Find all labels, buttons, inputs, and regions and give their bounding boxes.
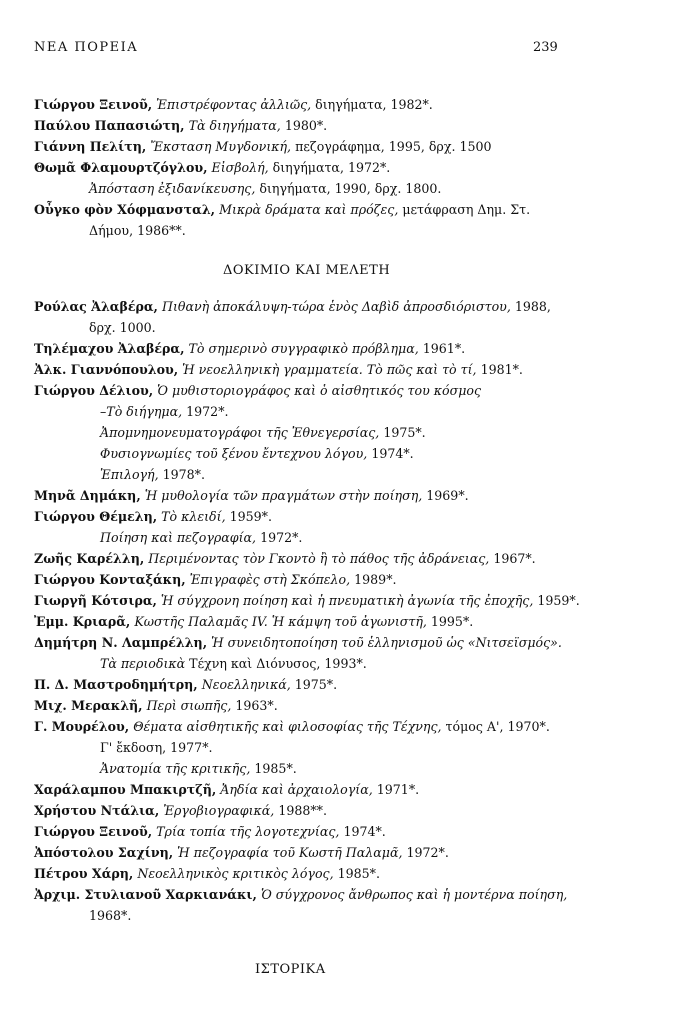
running-header-title: ΝΕΑ ΠΟΡΕΙΑ bbox=[34, 40, 139, 55]
list-item: Ρούλας Ἀλαβέρα, Πιθανὴ ἀποκάλυψη-τώρα ἑνὸς Δαβὶδ ἀπροσδιόριστου, 1988, bbox=[34, 299, 551, 314]
list-item: Χρήστου Ντάλια, Ἐργοβιογραφικά, 1988**. bbox=[34, 803, 327, 818]
list-item: Μιχ. Μερακλῆ, Περὶ σιωπῆς, 1963*. bbox=[34, 698, 278, 713]
section-heading-essays: ΔΟΚΙΜΙΟ ΚΑΙ ΜΕΛΕΤΗ bbox=[223, 263, 391, 278]
section-heading-history: ΙΣΤΟΡΙΚΑ bbox=[255, 962, 326, 977]
list-item: Ποίηση καὶ πεζογραφία, 1972*. bbox=[100, 530, 303, 545]
list-item: Γ' ἔκδοση, 1977*. bbox=[100, 740, 213, 755]
list-item: Γιώργου Ξεινοῦ, Τρία τοπία τῆς λογοτεχνίας, 1974*. bbox=[34, 824, 386, 839]
page-number: 239 bbox=[533, 40, 558, 55]
list-item: Ἀπομνημονευματογράφοι τῆς Ἐθνεγερσίας, 1975*. bbox=[100, 425, 426, 440]
list-item: Παύλου Παπασιώτη, Τὰ διηγήματα, 1980*. bbox=[34, 118, 328, 133]
list-item: 1968*. bbox=[89, 908, 132, 923]
list-item: Π. Δ. Μαστροδημήτρη, Νεοελληνικά, 1975*. bbox=[34, 677, 338, 692]
list-item: Δημήτρη Ν. Λαμπρέλλη, Ἡ συνειδητοποίηση τοῦ ἑλληνισμοῦ ὡς «Νιτσεϊσμός». bbox=[34, 635, 562, 650]
list-item: Ἀνατομία τῆς κριτικῆς, 1985*. bbox=[100, 761, 297, 776]
list-item: Μηνᾶ Δημάκη, Ἡ μυθολογία τῶν πραγμάτων στὴν ποίηση, 1969*. bbox=[34, 488, 469, 503]
list-item: Ἐπιλογή, 1978*. bbox=[100, 467, 205, 482]
list-item: Γιάννη Πελίτη, Ἔκσταση Μυγδονική, πεζογράφημα, 1995, δρχ. 1500 bbox=[34, 139, 492, 154]
list-item: Γιώργου Δέλιου, Ὁ μυθιστοριογράφος καὶ ὁ αἰσθητικός του κόσμος bbox=[34, 383, 482, 398]
list-item: Ἀπόστολου Σαχίνη, Ἡ πεζογραφία τοῦ Κωστῆ Παλαμᾶ, 1972*. bbox=[34, 845, 449, 860]
list-item: Γιώργου Ξεινοῦ, Ἐπιστρέφοντας ἀλλιῶς, διηγήματα, 1982*. bbox=[34, 97, 433, 112]
list-item: Ἀρχιμ. Στυλιανοῦ Χαρκιανάκι, Ὁ σύγχρονος ἄνθρωπος καὶ ἡ μοντέρνα ποίηση, bbox=[34, 887, 568, 902]
list-item: Ἀπόσταση ἐξιδανίκευσης, διηγήματα, 1990, δρχ. 1800. bbox=[89, 181, 442, 196]
list-item: Γιώργου Θέμελη, Τὸ κλειδί, 1959*. bbox=[34, 509, 272, 524]
list-item: Ἐμμ. Κριαρᾶ, Κωστῆς Παλαμᾶς IV. Ἡ κάμψη τοῦ ἀγωνιστῆ, 1995*. bbox=[34, 614, 474, 629]
list-item: Τὰ περιοδικὰ Τέχνη καὶ Διόνυσος, 1993*. bbox=[100, 656, 367, 671]
list-item: Δήμου, 1986**. bbox=[89, 223, 186, 238]
list-item: Θωμᾶ Φλαμουρτζόγλου, Εἰσβολή, διηγήματα, 1972*. bbox=[34, 160, 391, 175]
list-item: Γ. Μουρέλου, Θέματα αἰσθητικῆς καὶ φιλοσοφίας τῆς Τέχνης, τόμος Α', 1970*. bbox=[34, 719, 550, 734]
list-item: Ἀλκ. Γιαννόπουλου, Ἡ νεοελληνικὴ γραμματεία. Τὸ πῶς καὶ τὸ τί, 1981*. bbox=[34, 362, 523, 377]
list-item: –Τὸ διήγημα, 1972*. bbox=[100, 404, 229, 419]
list-item: Φυσιογνωμίες τοῦ ξένου ἔντεχνου λόγου, 1974*. bbox=[100, 446, 414, 461]
list-item: Γιωργῆ Κότσιρα, Ἡ σύγχρονη ποίηση καὶ ἡ πνευματικὴ ἀγωνία τῆς ἐποχῆς, 1959*. bbox=[34, 593, 580, 608]
list-item: Τηλέμαχου Ἀλαβέρα, Τὸ σημερινὸ συγγραφικὸ πρόβλημα, 1961*. bbox=[34, 341, 466, 356]
list-item: Γιώργου Κονταξάκη, Ἐπιγραφὲς στὴ Σκόπελο, 1989*. bbox=[34, 572, 397, 587]
list-item: Πέτρου Χάρη, Νεοελληνικὸς κριτικὸς λόγος, 1985*. bbox=[34, 866, 380, 881]
list-item: Οὖγκο φὸν Χόφμανσταλ, Μικρὰ δράματα καὶ πρόζες, μετάφραση Δημ. Στ. bbox=[34, 202, 531, 217]
list-item: δρχ. 1000. bbox=[89, 320, 156, 335]
list-item: Ζωῆς Καρέλλη, Περιμένοντας τὸν Γκοντὸ ἢ τὸ πάθος τῆς ἀδράνειας, 1967*. bbox=[34, 551, 536, 566]
list-item: Χαράλαμπου Μπακιρτζῆ, Ἀηδία καὶ ἀρχαιολογία, 1971*. bbox=[34, 782, 420, 797]
